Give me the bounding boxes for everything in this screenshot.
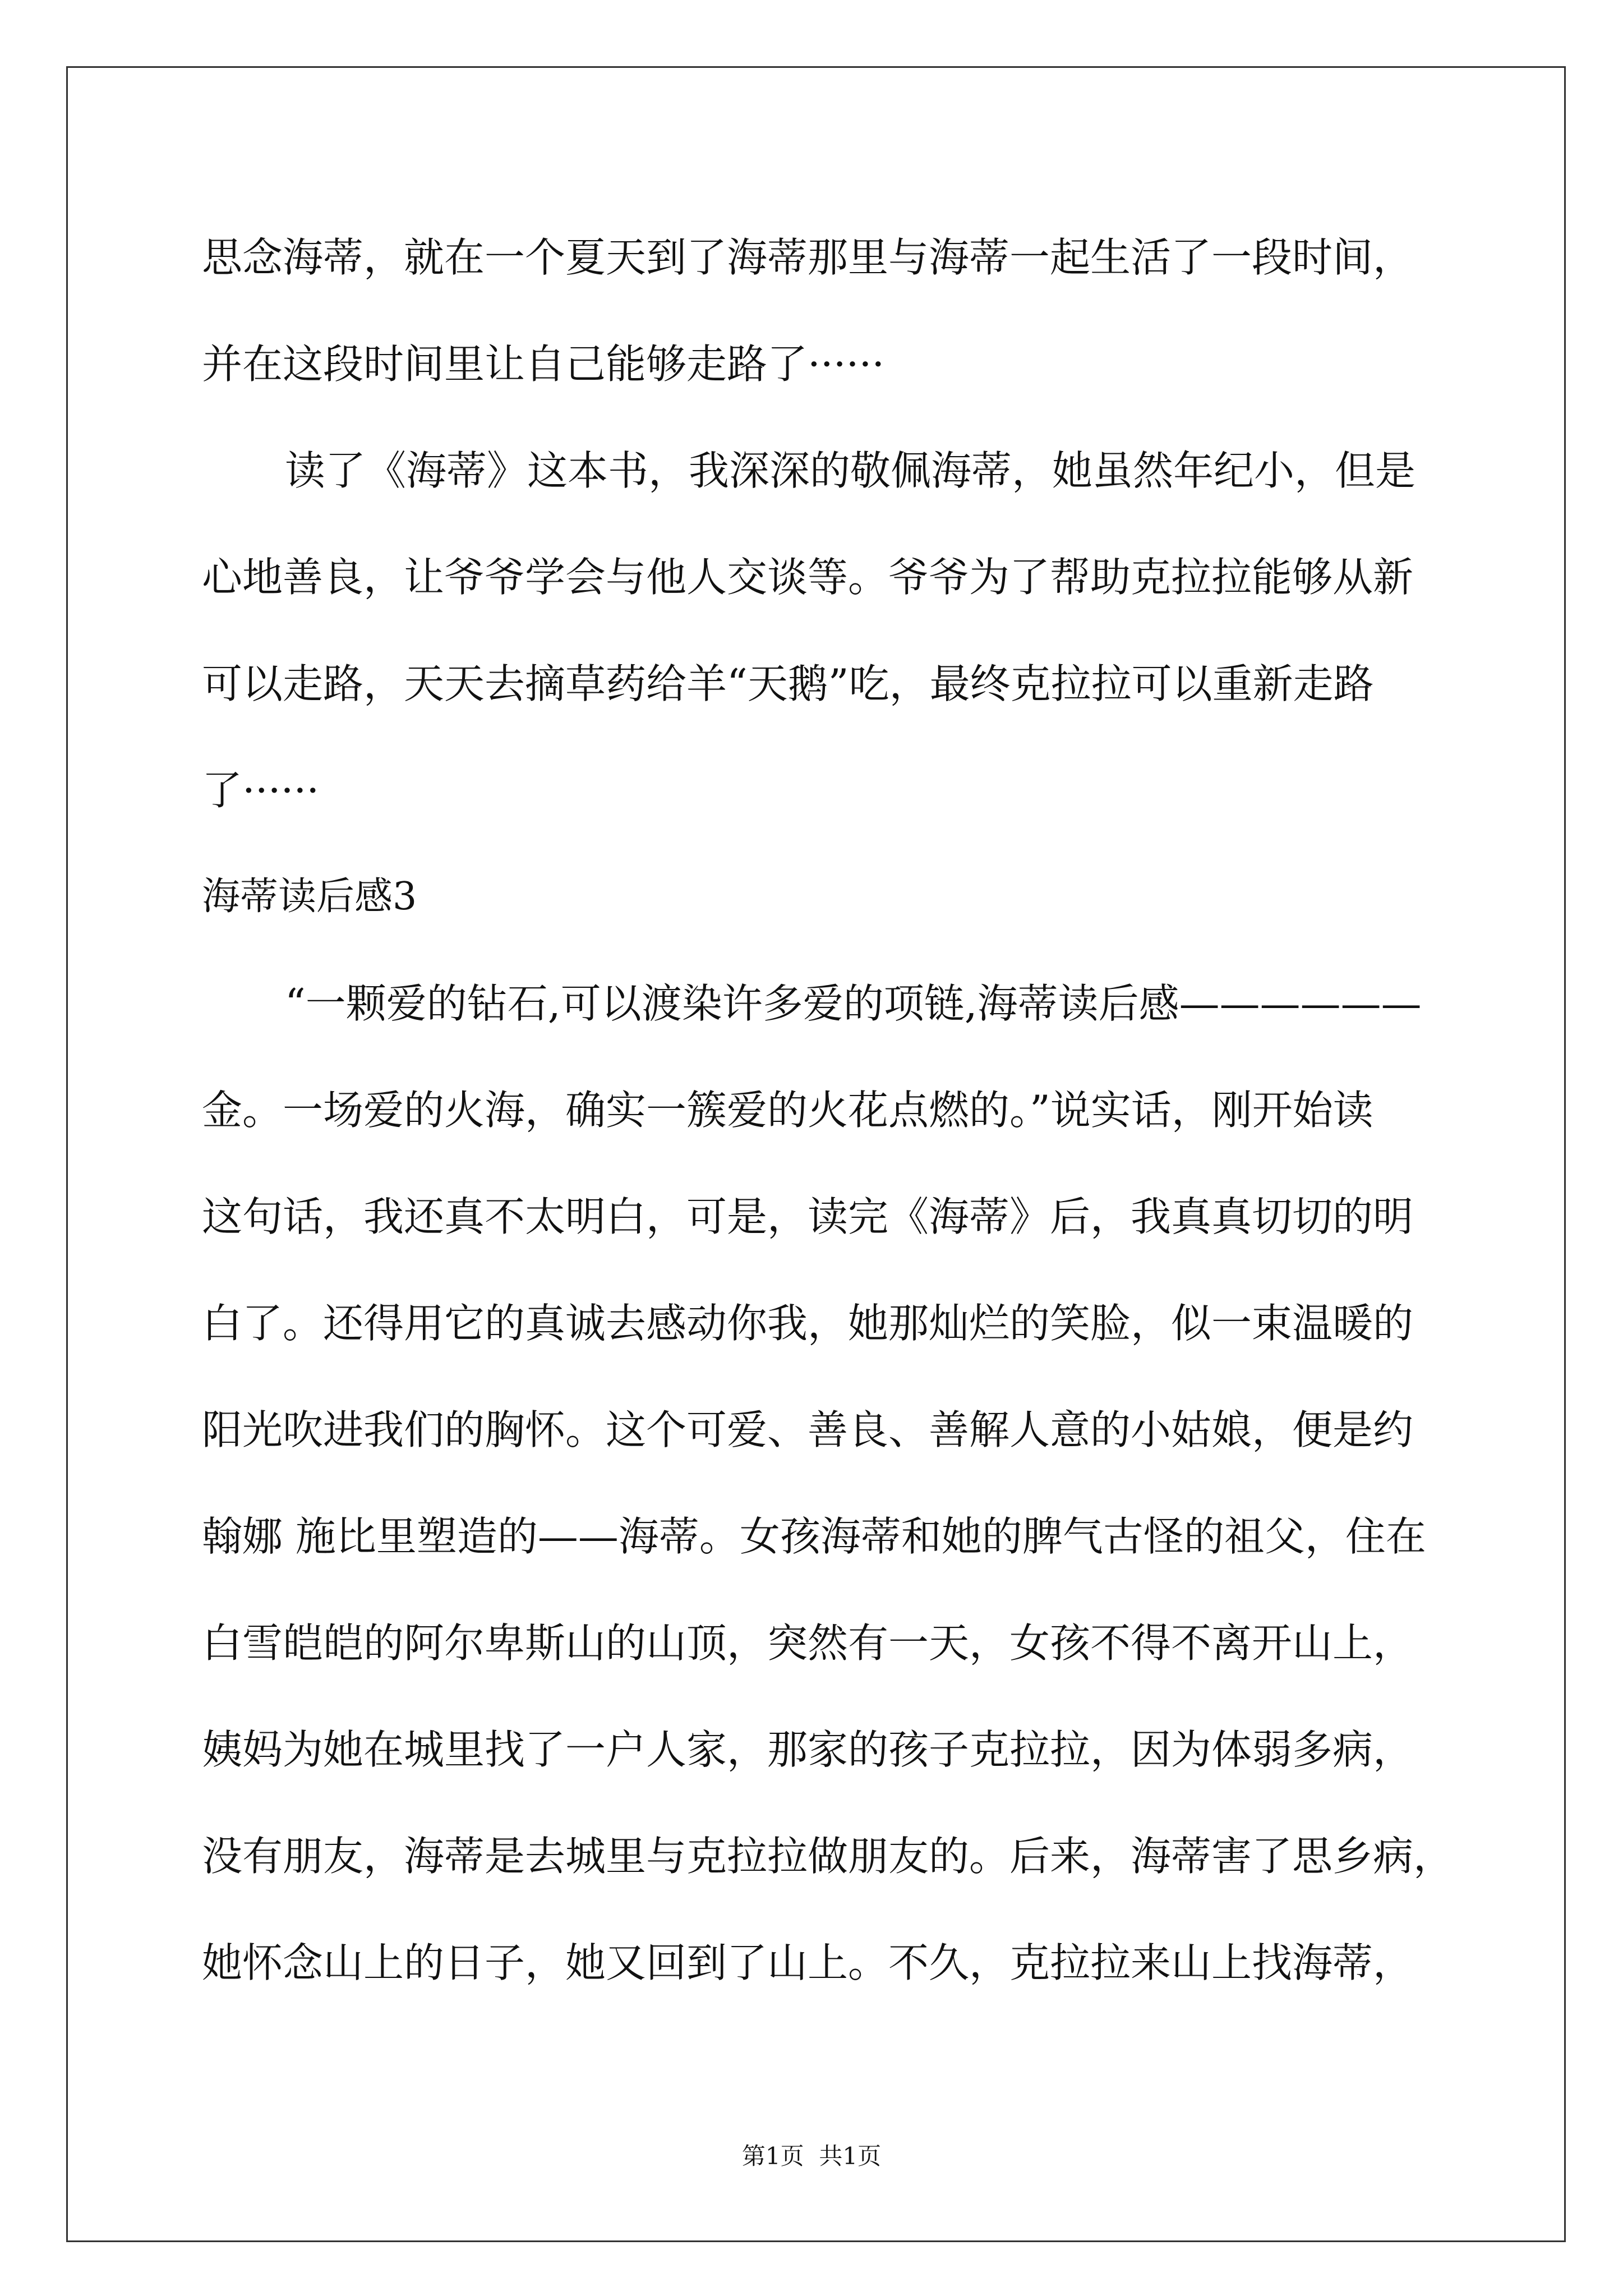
page-footer: 第1页 共1页	[741, 2142, 882, 2170]
text-line: 了······	[202, 767, 320, 814]
text-line: 心地善良，让爷爷学会与他人交谈等。爷爷为了帮助克拉拉能够从新	[202, 554, 1414, 601]
text-line: 并在这段时间里让自己能够走路了······	[202, 341, 885, 388]
text-line: 翰娜 施比里塑造的——海蒂。女孩海蒂和她的脾气古怪的祖父，住在	[202, 1513, 1426, 1560]
text-line: 她怀念山上的日子，她又回到了山上。不久，克拉拉来山上找海蒂，	[202, 1939, 1414, 1986]
text-line: 姨妈为她在城里找了一户人家，那家的孩子克拉拉，因为体弱多病，	[202, 1726, 1414, 1773]
text-line: 这句话，我还真不太明白，可是，读完《海蒂》后，我真真切切的明	[202, 1193, 1414, 1240]
text-line: 金。一场爱的火海，确实一簇爱的火花点燃的。”说实话，刚开始读	[202, 1087, 1373, 1134]
section-heading: 海蒂读后感3	[202, 875, 417, 919]
text-line: 没有朋友，海蒂是去城里与克拉拉做朋友的。后来，海蒂害了思乡病，	[202, 1833, 1454, 1880]
text-line: 可以走路，天天去摘草药给羊“天鹅”吃，最终克拉拉可以重新走路	[202, 660, 1374, 707]
paragraph-start-line: “一颗爱的钻石,可以渡染许多爱的项链,海蒂读后感——————	[285, 980, 1422, 1027]
text-line: 思念海蒂，就在一个夏天到了海蒂那里与海蒂一起生活了一段时间，	[202, 234, 1414, 281]
document-body	[202, 204, 1492, 2016]
text-line: 白了。还得用它的真诚去感动你我，她那灿烂的笑脸，似一束温暖的	[202, 1300, 1414, 1347]
paragraph-start-line: 读了《海蒂》这本书，我深深的敬佩海蒂，她虽然年纪小，但是	[285, 447, 1416, 494]
text-line: 白雪皑皑的阿尔卑斯山的山顶，突然有一天，女孩不得不离开山上，	[202, 1619, 1414, 1667]
text-line: 阳光吹进我们的胸怀。这个可爱、善良、善解人意的小姑娘，便是约	[202, 1406, 1414, 1453]
